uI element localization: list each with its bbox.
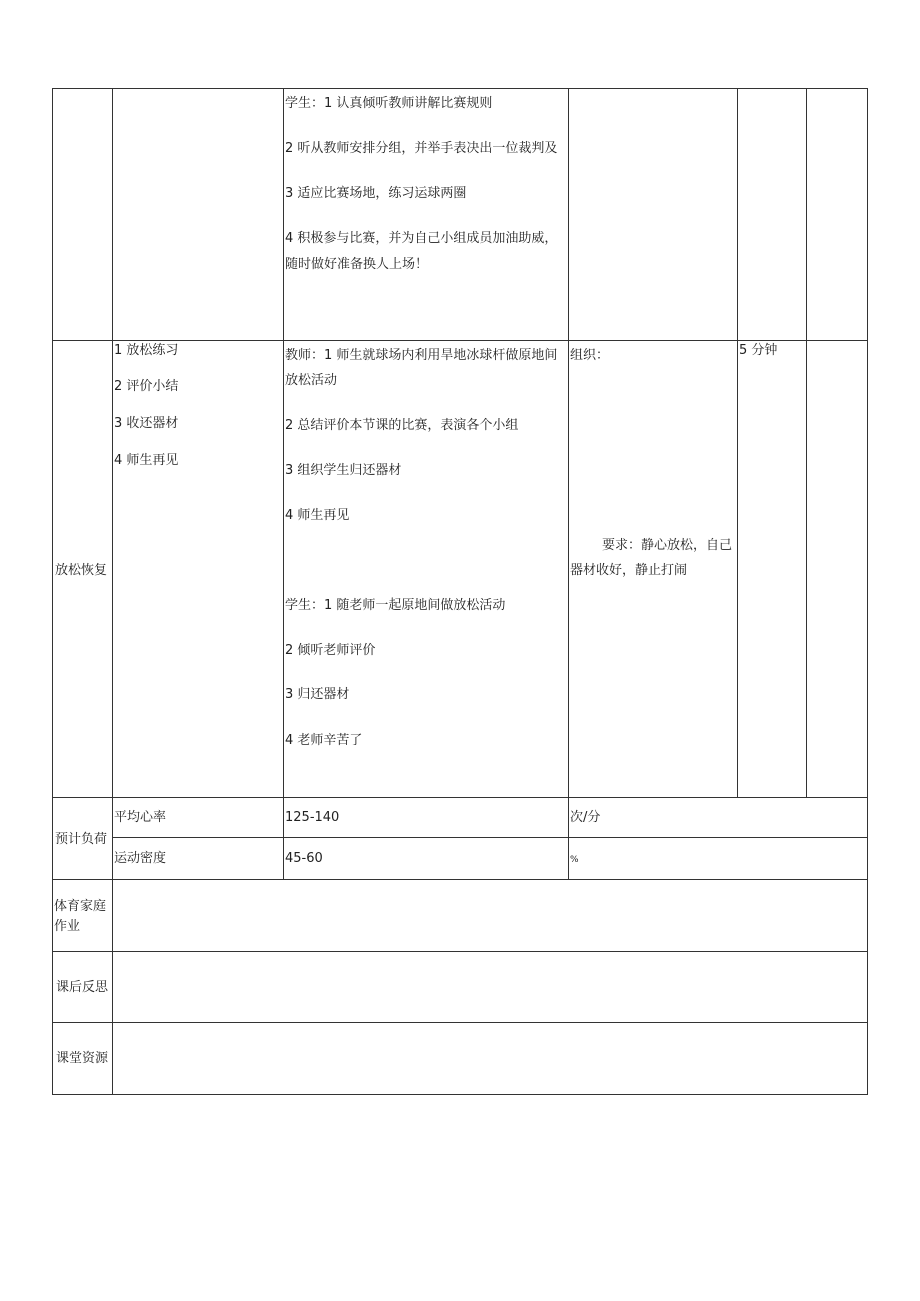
relax-content-item: 3 收还器材 bbox=[114, 416, 179, 431]
rule bbox=[52, 951, 868, 952]
student-line: 学生：1 随老师一起原地间做放松活动 bbox=[285, 598, 506, 613]
teacher-line: 3 组织学生归还器材 bbox=[285, 463, 402, 478]
teacher-line: 2 总结评价本节课的比赛，表演各个小组 bbox=[285, 418, 519, 433]
student-line: 3 归还器材 bbox=[285, 687, 350, 702]
relax-label: 放松恢复 bbox=[55, 563, 108, 578]
rule bbox=[52, 797, 868, 798]
student-line: 2 倾听老师评价 bbox=[285, 643, 376, 658]
homework-label: 作业 bbox=[54, 919, 81, 934]
rule bbox=[112, 837, 868, 838]
rule bbox=[52, 879, 868, 880]
resources-label: 课堂资源 bbox=[56, 1051, 109, 1066]
rule bbox=[112, 88, 113, 1095]
student-ready-line: 随时做好准备换人上场！ bbox=[285, 257, 429, 272]
teacher-line: 教师：1 师生就球场内利用旱地冰球杆做原地间 bbox=[285, 348, 558, 363]
relax-content-item: 2 评价小结 bbox=[114, 379, 179, 394]
rule bbox=[737, 88, 738, 798]
rule bbox=[867, 88, 868, 1095]
heart-rate-label: 平均心率 bbox=[114, 810, 167, 825]
rule bbox=[806, 88, 807, 798]
load-label: 预计负荷 bbox=[55, 832, 108, 847]
student-participate-line: 4 积极参与比赛，并为自己小组成员加油助威， bbox=[285, 231, 558, 246]
rule bbox=[52, 1094, 868, 1095]
teacher-line: 放松活动 bbox=[285, 373, 338, 388]
rule bbox=[283, 88, 284, 880]
rule bbox=[52, 1022, 868, 1023]
student-venue-line: 3 适应比赛场地，练习运球两圈 bbox=[285, 186, 467, 201]
teacher-line: 4 师生再见 bbox=[285, 508, 350, 523]
requirement-line: 器材收好，静止打闹 bbox=[570, 563, 688, 578]
time-value: 5 分钟 bbox=[739, 343, 778, 358]
requirement-line: 要求：静心放松，自己 bbox=[602, 538, 733, 553]
rule bbox=[568, 88, 569, 880]
heart-rate-value: 125-140 bbox=[285, 810, 340, 825]
homework-label: 体育家庭 bbox=[54, 899, 107, 914]
student-rule-line: 学生：1 认真倾听教师讲解比赛规则 bbox=[285, 96, 493, 111]
rule bbox=[52, 88, 868, 89]
relax-content-item: 4 师生再见 bbox=[114, 453, 179, 468]
reflection-label: 课后反思 bbox=[56, 980, 109, 995]
organization-label: 组织： bbox=[570, 348, 610, 363]
density-label: 运动密度 bbox=[114, 851, 167, 866]
density-unit: % bbox=[570, 855, 579, 865]
rule bbox=[52, 88, 53, 1095]
density-value: 45-60 bbox=[285, 851, 323, 866]
heart-rate-unit: 次/分 bbox=[570, 810, 601, 825]
student-group-line: 2 听从教师安排分组，并举手表决出一位裁判及 bbox=[285, 141, 558, 156]
relax-content-item: 1 放松练习 bbox=[114, 343, 179, 358]
student-line: 4 老师辛苦了 bbox=[285, 733, 363, 748]
